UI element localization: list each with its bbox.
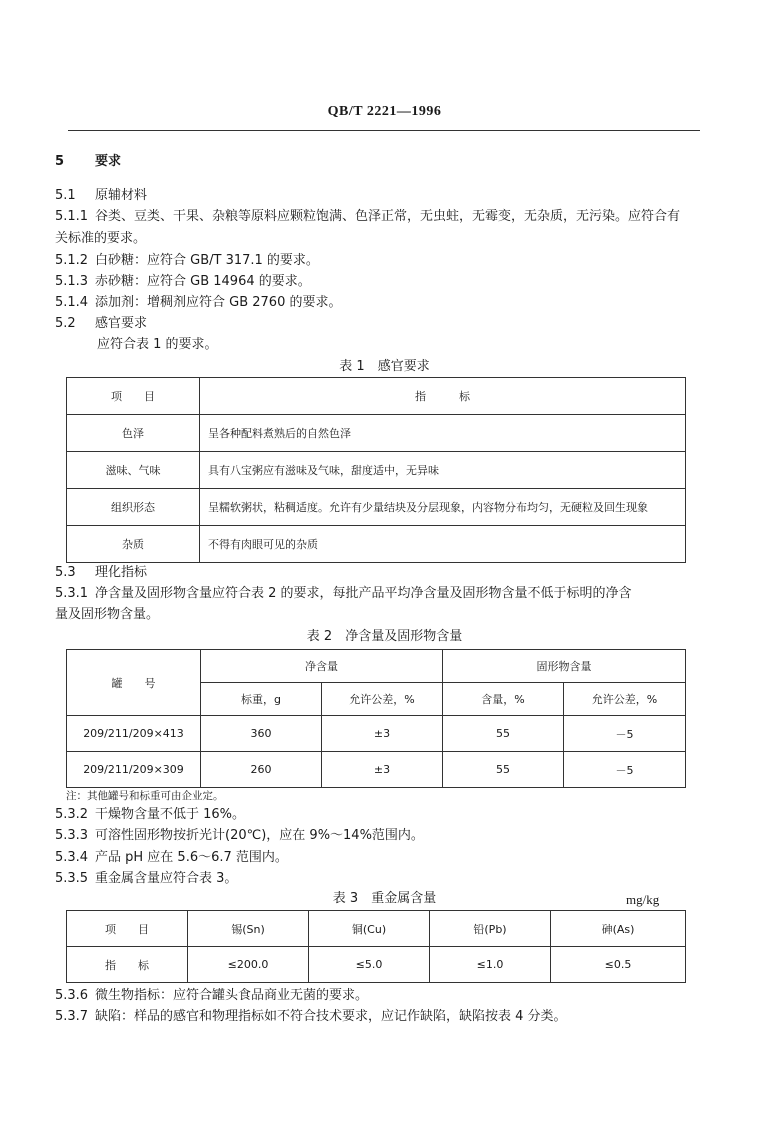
table2-note: 注：其他罐号和标重可由企业定。 [66, 790, 224, 802]
clause-5-3-3 [55, 827, 424, 845]
clause-text: 产品 pH 应在 5.6～6.7 范围内。 [95, 850, 288, 865]
clause-5-3-1-cont: 量及固形物含量。 [55, 607, 160, 622]
section-5-1 [55, 187, 147, 205]
clause-5-3-2 [55, 806, 245, 824]
table-cell: －5 [564, 716, 686, 752]
table-row [67, 452, 686, 489]
clause-number: 5.3.7 [55, 1009, 89, 1024]
clause-text: 微生物指标：应符合罐头食品商业无菌的要求。 [95, 988, 369, 1003]
clause-number: 5.1.3 [55, 274, 89, 289]
table-cell: 组织形态 [67, 489, 200, 526]
section-5 [55, 153, 121, 171]
table-row [67, 947, 686, 983]
header-cell: 含量，% [443, 683, 564, 716]
section-number: 5 [55, 154, 65, 169]
header-cell: 固形物含量 [443, 650, 686, 683]
table-row [67, 415, 686, 452]
section-number: 5.3 [55, 565, 76, 580]
table-sensory [66, 377, 686, 563]
section-title: 感官要求 [95, 316, 148, 331]
clause-number: 5.3.6 [55, 988, 89, 1003]
table-cell: 杂质 [67, 526, 200, 563]
section-5-2-body: 应符合表 1 的要求。 [97, 337, 218, 352]
clause-text: 缺陷：样品的感官和物理指标如不符合技术要求，应记作缺陷，缺陷按表 4 分类。 [95, 1009, 567, 1024]
clause-number: 5.3.3 [55, 828, 89, 843]
section-5-3 [55, 564, 147, 582]
clause-text: 谷类、豆类、干果、杂粮等原料应颗粒饱满、色泽正常，无虫蛀，无霉变，无杂质，无污染。应符合有 [95, 209, 681, 224]
clause-5-1-2 [55, 252, 319, 270]
clause-text: 重金属含量应符合表 3。 [95, 871, 238, 886]
table-cell: ≤5.0 [309, 947, 430, 983]
header-cell: 铜(Cu) [309, 911, 430, 947]
table-net-content [66, 649, 686, 788]
clause-5-3-5 [55, 870, 237, 888]
clause-5-1-1 [55, 208, 680, 226]
table-heavy-metals [66, 910, 686, 983]
section-title: 理化指标 [95, 565, 148, 580]
table-cell: 55 [443, 752, 564, 788]
section-title: 要求 [95, 154, 122, 169]
table-row [67, 716, 686, 752]
clause-number: 5.1.2 [55, 253, 89, 268]
table-cell: ≤0.5 [551, 947, 686, 983]
header-cell: 净含量 [201, 650, 443, 683]
header-cell: 项 目 [67, 378, 200, 415]
clause-5-3-1 [55, 585, 632, 603]
table-cell: ±3 [322, 752, 443, 788]
clause-5-1-1-cont: 关标准的要求。 [55, 231, 147, 246]
table-cell: 呈各种配料煮熟后的自然色泽 [200, 415, 686, 452]
header-cell: 砷(As) [551, 911, 686, 947]
table-header-row [67, 911, 686, 947]
header-cell: 罐 号 [67, 650, 201, 716]
clause-5-1-4 [55, 294, 341, 312]
header-cell: 锡(Sn) [188, 911, 309, 947]
clause-text: 添加剂：增稠剂应符合 GB 2760 的要求。 [95, 295, 342, 310]
table-cell: 滋味、气味 [67, 452, 200, 489]
table-header-row [67, 378, 686, 415]
header-cell: 允许公差，% [322, 683, 443, 716]
clause-text: 赤砂糖：应符合 GB 14964 的要求。 [95, 274, 311, 289]
page-header: QB/T 2221—1996 [327, 104, 442, 119]
clause-number: 5.3.2 [55, 807, 89, 822]
clause-text: 可溶性固形物按折光计(20℃)，应在 9%～14%范围内。 [95, 828, 424, 843]
clause-5-3-7 [55, 1008, 567, 1026]
clause-text: 白砂糖：应符合 GB/T 317.1 的要求。 [95, 253, 319, 268]
table-cell: 209/211/209×413 [67, 716, 201, 752]
header-cell: 标重，g [201, 683, 322, 716]
table3-caption: 表 3 重金属含量 [332, 891, 437, 906]
clause-text: 干燥物含量不低于 16%。 [95, 807, 246, 822]
table-cell: 360 [201, 716, 322, 752]
table3-unit: mg/kg [626, 892, 660, 907]
header-cell: 铅(Pb) [430, 911, 551, 947]
clause-text: 净含量及固形物含量应符合表 2 的要求，每批产品平均净含量及固形物含量不低于标明的净含 [95, 586, 632, 601]
table-cell: 209/211/209×309 [67, 752, 201, 788]
table-cell: ≤1.0 [430, 947, 551, 983]
table-cell: ≤200.0 [188, 947, 309, 983]
section-5-2 [55, 315, 147, 333]
table-cell: 呈糯软粥状，粘稠适度。允许有少量结块及分层现象，内容物分布均匀，无硬粒及回生现象 [200, 489, 686, 526]
table-cell: 具有八宝粥应有滋味及气味，甜度适中，无异味 [200, 452, 686, 489]
clause-number: 5.3.5 [55, 871, 89, 886]
section-title: 原辅材料 [95, 188, 148, 203]
clause-5-3-6 [55, 987, 368, 1005]
table1-caption: 表 1 感官要求 [339, 359, 430, 374]
table-row [67, 526, 686, 563]
header-cell: 允许公差，% [564, 683, 686, 716]
clause-number: 5.3.1 [55, 586, 89, 601]
section-number: 5.1 [55, 188, 76, 203]
table-header-row [67, 650, 686, 683]
clause-number: 5.1.1 [55, 209, 89, 224]
table-cell: 260 [201, 752, 322, 788]
clause-number: 5.1.4 [55, 295, 89, 310]
clause-5-1-3 [55, 273, 311, 291]
table-cell: ±3 [322, 716, 443, 752]
table2-caption: 表 2 净含量及固形物含量 [306, 629, 463, 644]
table-cell: 指 标 [67, 947, 188, 983]
table-row [67, 489, 686, 526]
clause-number: 5.3.4 [55, 850, 89, 865]
table-cell: 55 [443, 716, 564, 752]
clause-5-3-4 [55, 849, 288, 867]
header-rule [68, 130, 700, 131]
table-cell: 不得有肉眼可见的杂质 [200, 526, 686, 563]
section-number: 5.2 [55, 316, 76, 331]
header-cell: 项 目 [67, 911, 188, 947]
header-cell: 指 标 [200, 378, 686, 415]
table-row [67, 752, 686, 788]
table-cell: 色泽 [67, 415, 200, 452]
table-cell: －5 [564, 752, 686, 788]
